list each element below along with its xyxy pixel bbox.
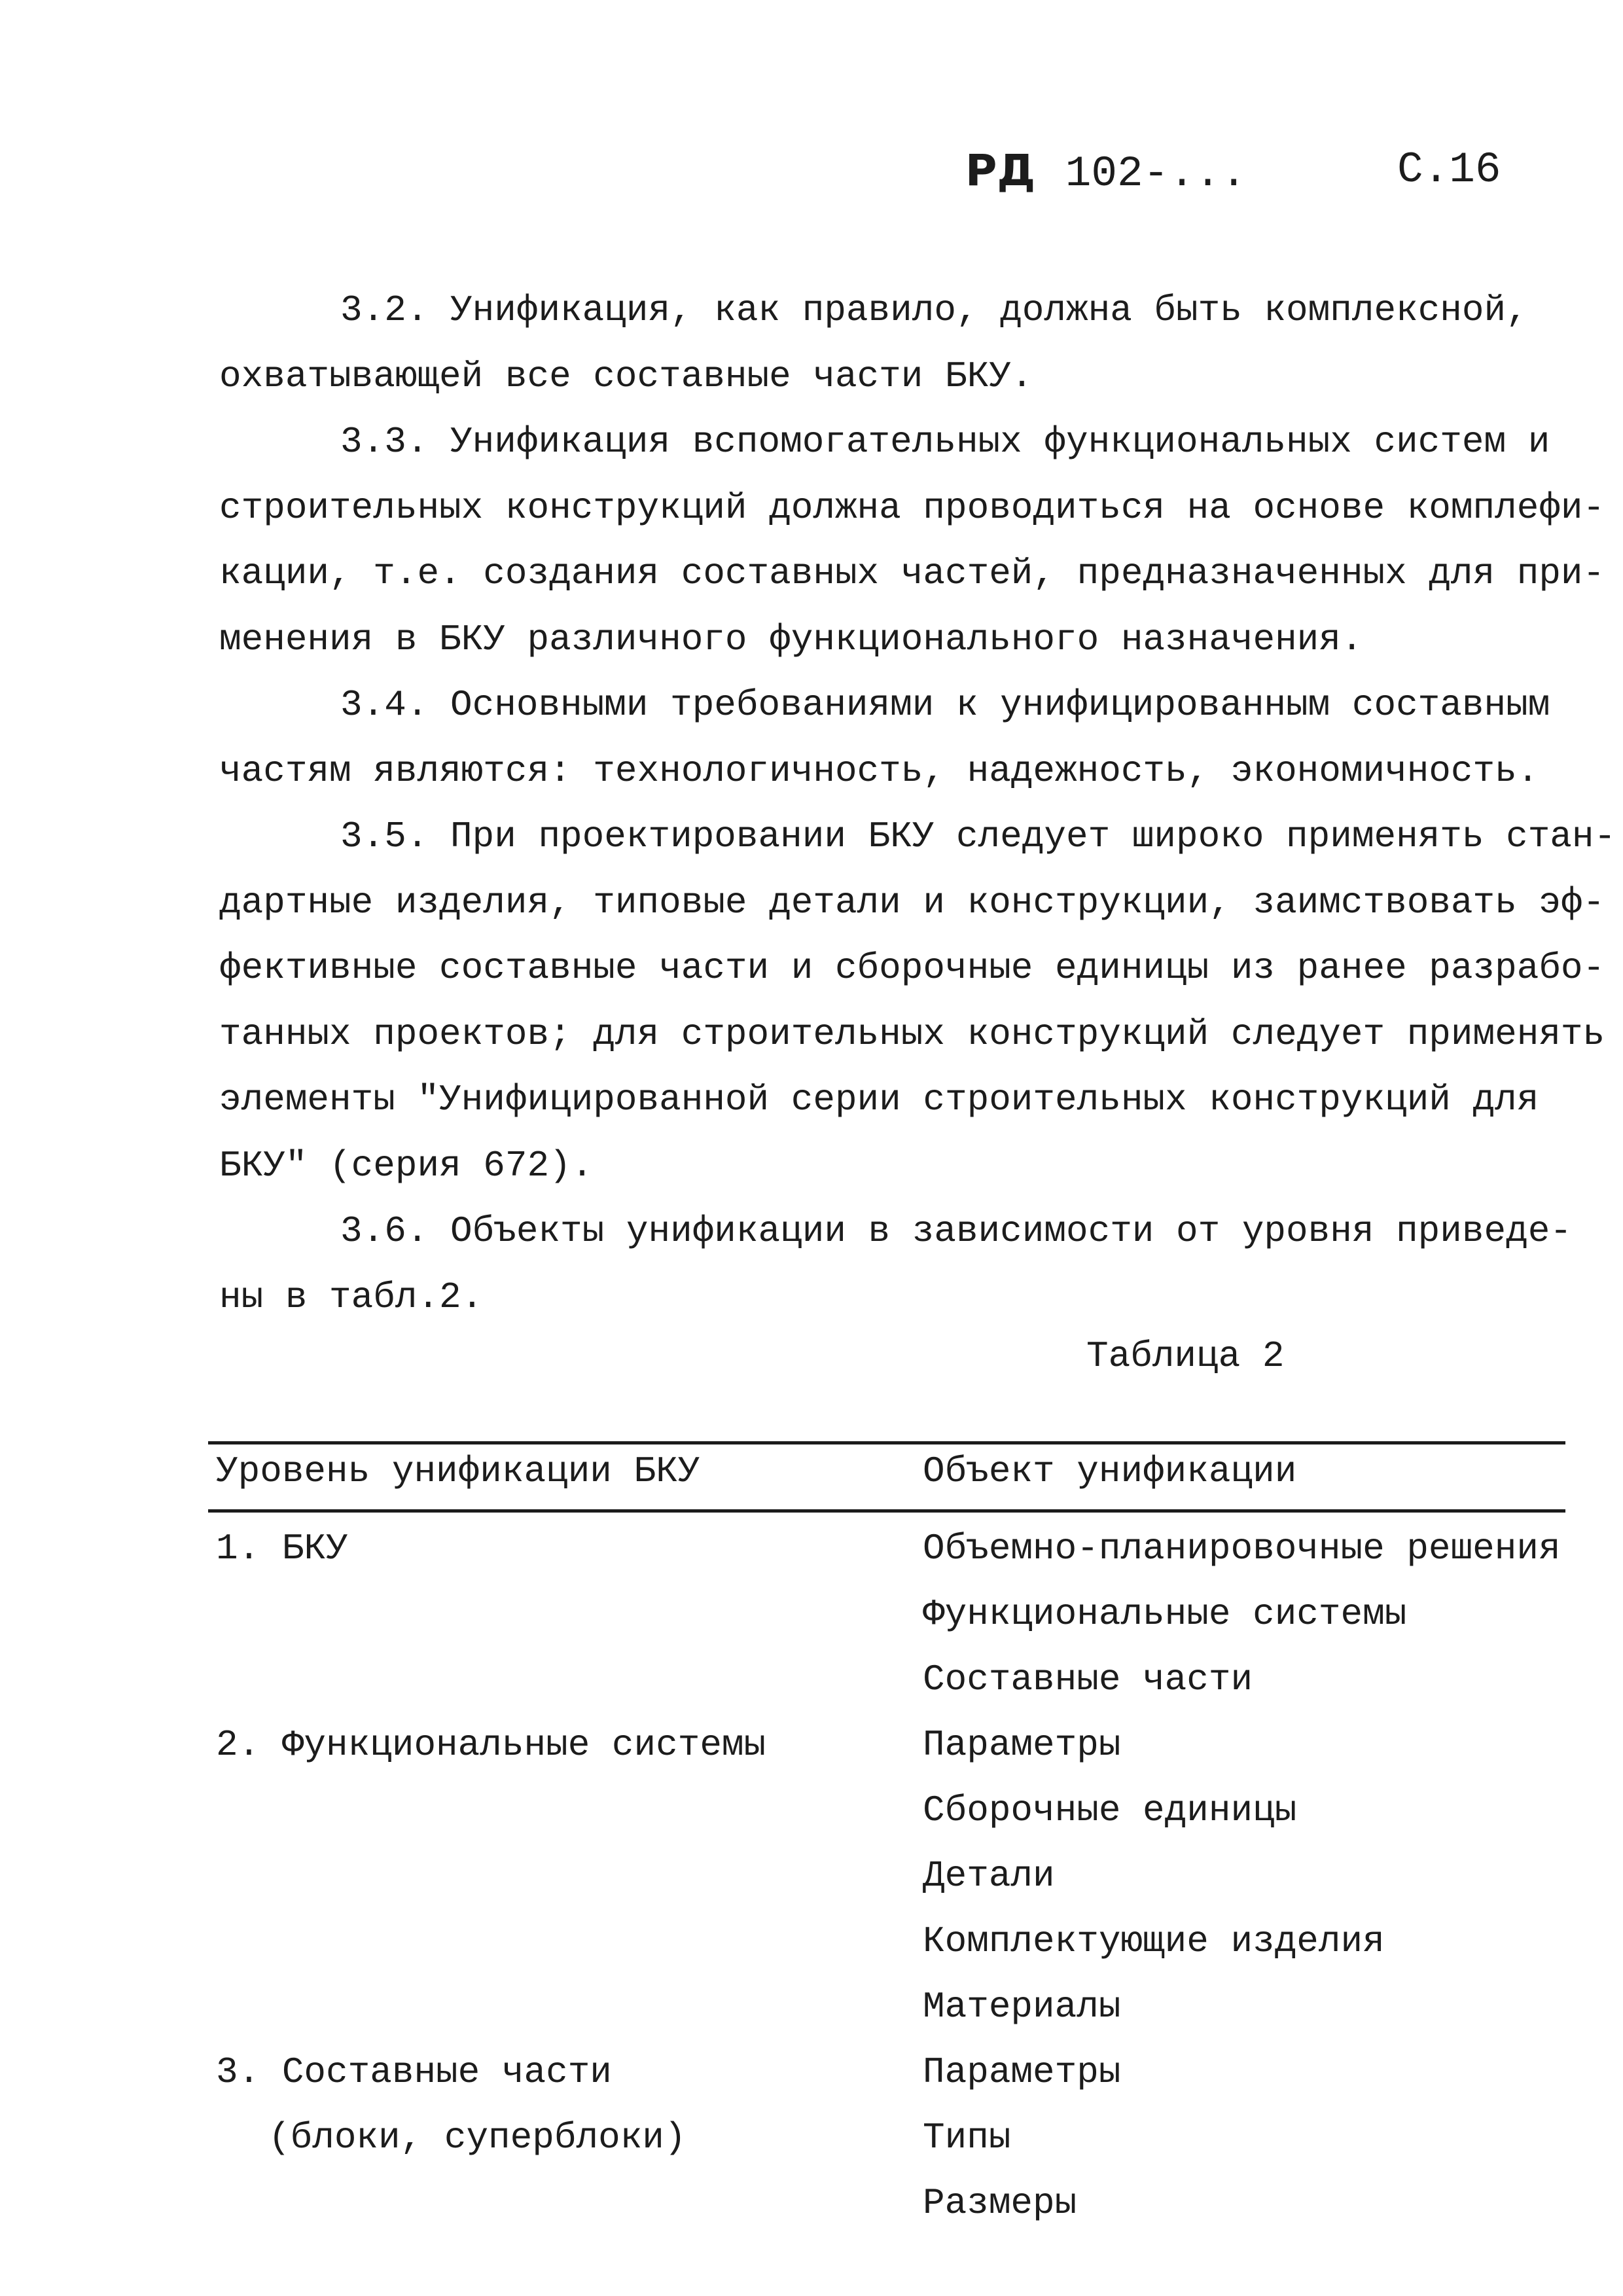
- body-line: 3.3. Унификация вспомогательных функциональных систем и: [340, 421, 1550, 463]
- table-cell-object: Комплектующие изделия: [923, 1920, 1385, 1962]
- document-number: 102-...: [1065, 149, 1247, 198]
- body-line: фективные составные части и сборочные единицы из ранее разрабо-: [219, 947, 1605, 989]
- table-cell-level: (блоки, суперблоки): [268, 2117, 687, 2159]
- body-line: кации, т.е. создания составных частей, предназначенных для при-: [219, 552, 1605, 594]
- table-top-rule: [208, 1441, 1565, 1444]
- table-cell-object: Материалы: [923, 1986, 1121, 2028]
- body-line: охватывающей все составные части БКУ.: [219, 355, 1033, 397]
- table-caption: Таблица 2: [1086, 1335, 1285, 1377]
- page-header: [965, 145, 1501, 198]
- document-code: РД: [965, 145, 1036, 196]
- body-line: 3.4. Основными требованиями к унифицированным составным: [340, 684, 1550, 726]
- body-line: 3.6. Объекты унификации в зависимости от уровня приведе-: [340, 1210, 1572, 1252]
- table-cell-object: Функциональные системы: [923, 1593, 1407, 1635]
- body-line: менения в БКУ различного функционального назначения.: [219, 619, 1363, 660]
- body-line: БКУ" (серия 672).: [219, 1145, 594, 1187]
- table-header-rule: [208, 1509, 1565, 1513]
- table-cell-object: Параметры: [923, 2051, 1121, 2093]
- body-line: 3.2. Унификация, как правило, должна быть комплексной,: [340, 289, 1528, 331]
- body-line: дартные изделия, типовые детали и конструкции, заимствовать эф-: [219, 882, 1605, 924]
- table-cell-object: Параметры: [923, 1724, 1121, 1766]
- table-header-level: Уровень унификации БКУ: [216, 1450, 700, 1492]
- table-cell-level: 1. БКУ: [216, 1528, 348, 1570]
- table-cell-object: Составные части: [923, 1659, 1253, 1700]
- body-line: элементы "Унифицированной серии строительных конструкций для: [219, 1079, 1539, 1121]
- table-cell-object: Типы: [923, 2117, 1011, 2159]
- body-line: частям являются: технологичность, надежность, экономичность.: [219, 750, 1539, 792]
- table-cell-object: Размеры: [923, 2182, 1077, 2224]
- body-line: строительных конструкций должна проводиться на основе комплефи-: [219, 487, 1605, 529]
- body-line: танных проектов; для строительных конструкций следует применять: [219, 1013, 1605, 1055]
- table-cell-object: Детали: [923, 1855, 1055, 1897]
- body-line: 3.5. При проектировании БКУ следует широко применять стан-: [340, 816, 1616, 857]
- table-cell-object: Объемно-планировочные решения: [923, 1528, 1561, 1570]
- table-header-object: Объект унификации: [923, 1450, 1297, 1492]
- table-cell-level: 2. Функциональные системы: [216, 1724, 766, 1766]
- body-line: ны в табл.2.: [219, 1276, 484, 1318]
- table-cell-object: Сборочные единицы: [923, 1789, 1297, 1831]
- table-cell-level: 3. Составные части: [216, 2051, 612, 2093]
- page-number: С.16: [1397, 145, 1501, 194]
